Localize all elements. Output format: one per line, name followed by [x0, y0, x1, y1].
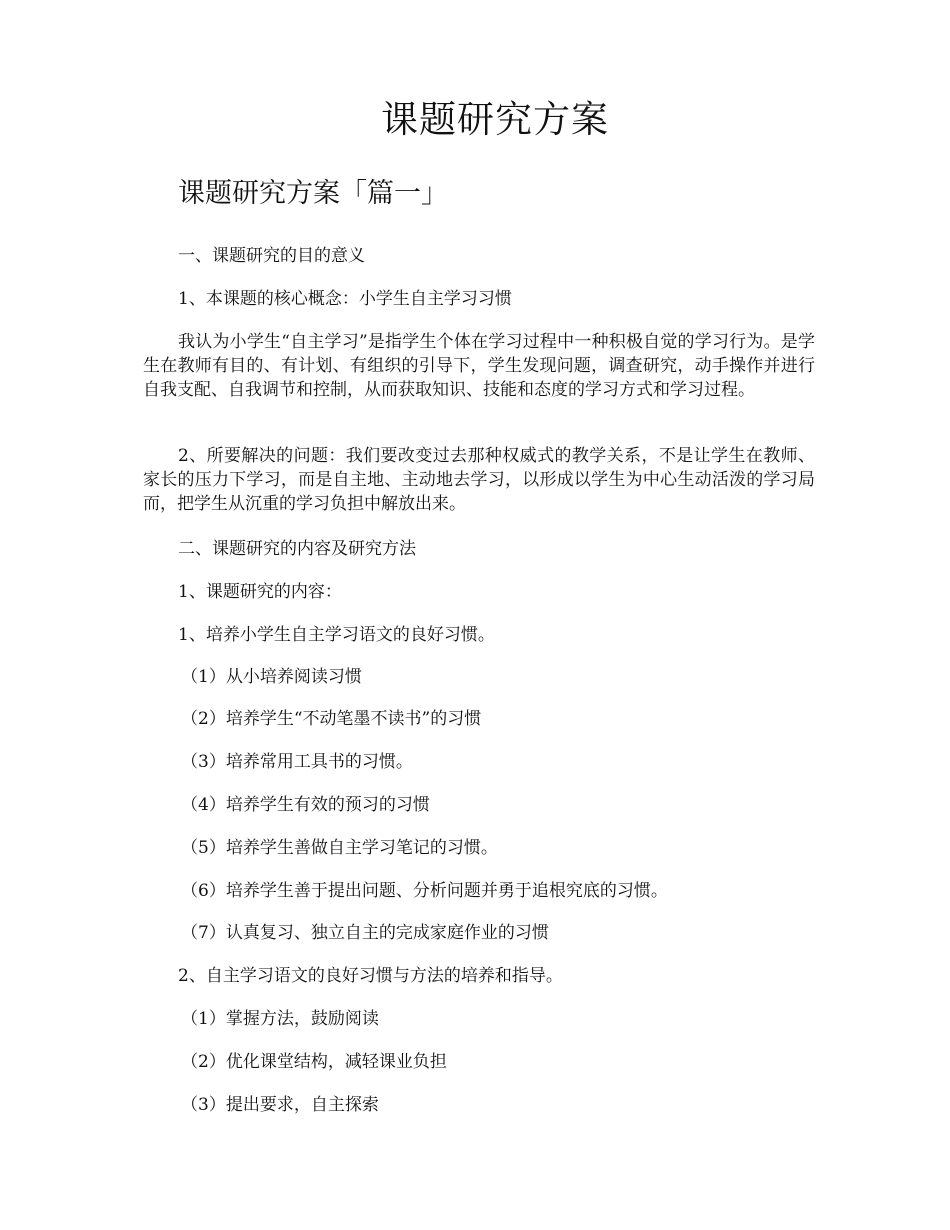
cultivate-habits-line: 1、培养小学生自主学习语文的良好习惯。: [178, 625, 495, 645]
list-item: （2）培养学生“不动笔墨不读书”的习惯: [181, 709, 482, 729]
core-concept-line: 1、本课题的核心概念：小学生自主学习习惯: [178, 289, 512, 309]
document-title: 课题研究方案: [381, 98, 609, 141]
list-item: （7）认真复习、独立自主的完成家庭作业的习惯: [181, 923, 549, 943]
paragraph-autonomous-learning: 我认为小学生“自主学习”是指学生个体在学习过程中一种积极自觉的学习行为。是学生在教师有目的、有计划、有组织的引导下，学生发现问题，调查研究，动手操作并进行自我支配、自我调节和控制，从而获取知识、技能和态度的学习方式和学习过程。: [143, 332, 815, 400]
list-item: （5）培养学生善做自主学习笔记的习惯。: [181, 838, 498, 858]
list-item: （3）培养常用工具书的习惯。: [181, 752, 413, 772]
list-item: （3）提出要求，自主探索: [181, 1095, 379, 1115]
paragraph-problems-to-solve: 2、所要解决的问题：我们要改变过去那种权威式的教学关系，不是让学生在教师、家长的压力下学习，而是自主地、主动地去学习，以形成以学生为中心生动活泼的学习局而，把学生从沉重的学习负担中解放出来。: [143, 446, 815, 514]
list-item: （2）优化课堂结构，减轻课业负担: [181, 1052, 447, 1072]
content-line: 1、课题研究的内容：: [178, 582, 342, 602]
list-item: （4）培养学生有效的预习的习惯: [181, 795, 430, 815]
guidance-line: 2、自主学习语文的良好习惯与方法的培养和指导。: [178, 966, 563, 986]
section-title: 课题研究方案「篇一」: [178, 178, 448, 209]
heading-content-methods: 二、课题研究的内容及研究方法: [178, 539, 416, 559]
heading-purpose: 一、课题研究的目的意义: [178, 246, 365, 266]
list-item: （1）掌握方法，鼓励阅读: [181, 1009, 379, 1029]
list-item: （6）培养学生善于提出问题、分析问题并勇于追根究底的习惯。: [181, 881, 668, 901]
list-item: （1）从小培养阅读习惯: [181, 667, 362, 687]
